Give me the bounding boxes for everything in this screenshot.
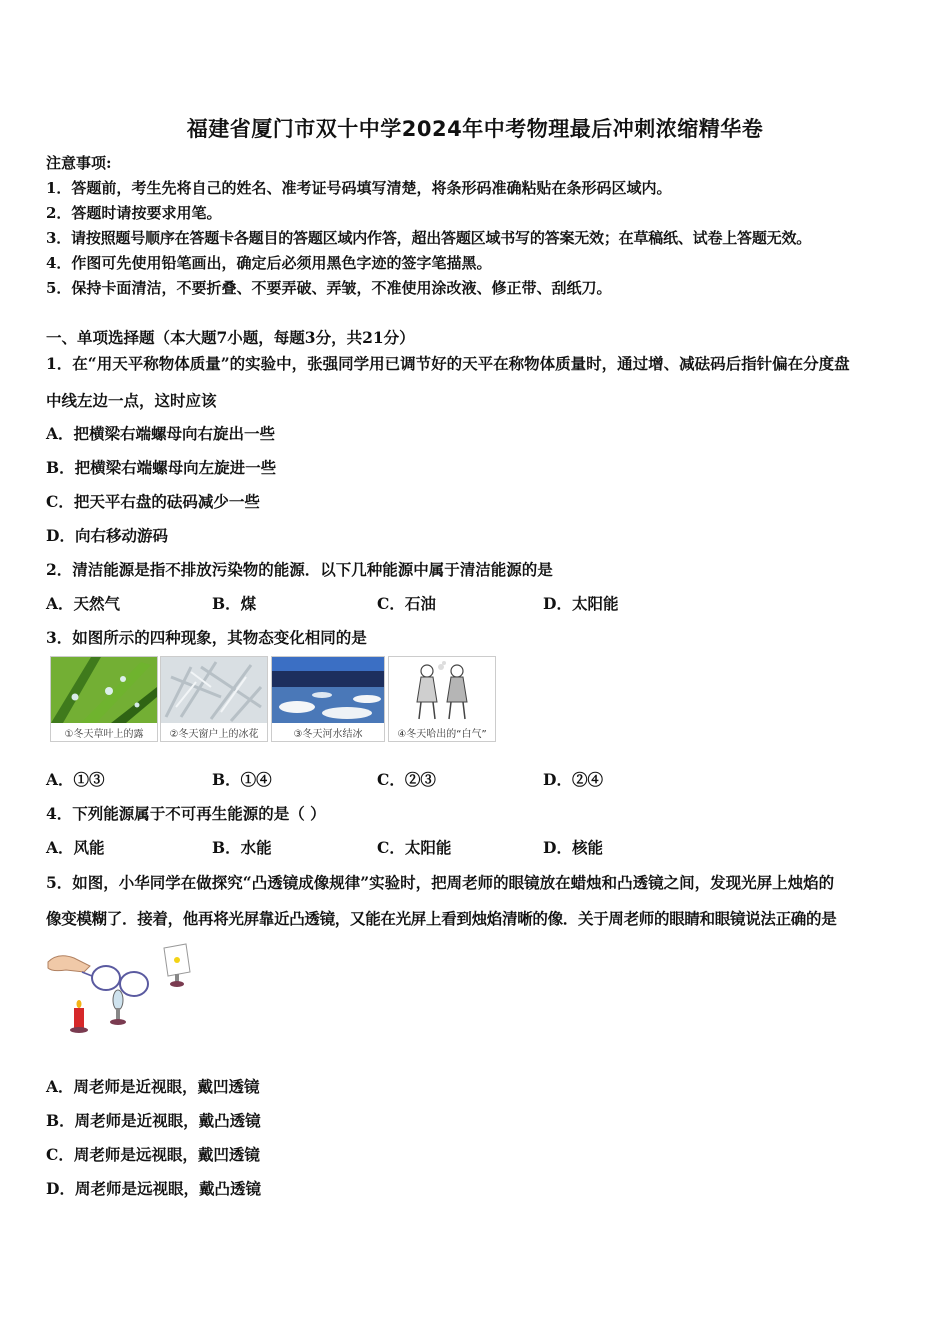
q5-stem-line1: 5．如图，小华同学在做探究“凸透镜成像规律”实验时，把周老师的眼镜放在蜡烛和凸透镜之间，发现光屏上烛焰的	[46, 873, 835, 892]
notice-item-3: 3．请按照题号顺序在答题卡各题目的答题区域内作答，超出答题区域书写的答案无效；在草稿纸、试卷上答题无效。	[46, 229, 812, 247]
q2-option-a: A．天然气	[46, 594, 121, 613]
notice-heading: 注意事项:	[46, 154, 112, 172]
q1-stem-line2: 中线左边一点，这时应该	[46, 391, 217, 410]
q5-stem-line2: 像变模糊了．接着，他再将光屏靠近凸透镜，又能在光屏上看到烛焰清晰的像．关于周老师的眼睛和眼镜说法正确的是	[46, 909, 837, 928]
section-heading: 一、单项选择题（本大题7小题，每题3分，共21分）	[46, 328, 415, 347]
q1-option-c: C．把天平右盘的砝码减少一些	[46, 492, 260, 511]
caption-3: ③冬天河水结冰	[293, 729, 363, 740]
q3-option-b: B．①④	[212, 770, 272, 789]
caption-2: ②冬天窗户上的冰花	[169, 729, 259, 740]
q5-option-a: A．周老师是近视眼，戴凹透镜	[46, 1077, 260, 1096]
q4-option-a: A．风能	[46, 838, 105, 857]
q5-option-d: D．周老师是远视眼，戴凸透镜	[46, 1179, 261, 1198]
frozen-river-image	[272, 657, 384, 723]
q4-option-b: B．水能	[212, 838, 272, 857]
notice-item-1: 1．答题前，考生先将自己的姓名、准考证号码填写清楚，将条形码准确粘贴在条形码区域内。	[46, 179, 672, 197]
q5-figure-lens-experiment	[46, 942, 196, 1038]
q3-option-a: A．①③	[46, 770, 105, 789]
notice-item-4: 4．作图可先使用铅笔画出，确定后必须用黑色字迹的签字笔描黑。	[46, 254, 492, 272]
q3-stem: 3．如图所示的四种现象，其物态变化相同的是	[46, 628, 367, 647]
notice-item-2: 2．答题时请按要求用笔。	[46, 204, 222, 222]
q1-option-b: B．把横梁右端螺母向左旋进一些	[46, 458, 277, 477]
notice-item-5: 5．保持卡面清洁，不要折叠、不要弄破、弄皱，不准使用涂改液、修正带、刮纸刀。	[46, 279, 612, 297]
q3-option-c: C．②③	[377, 770, 436, 789]
q4-stem: 4．下列能源属于不可再生能源的是（ ）	[46, 804, 326, 823]
q3-figure-dew	[50, 656, 158, 742]
q2-option-b: B．煤	[212, 594, 257, 613]
caption-4: ④冬天哈出的“白气”	[397, 729, 487, 740]
q2-stem: 2．清洁能源是指不排放污染物的能源．以下几种能源中属于清洁能源的是	[46, 560, 553, 579]
q1-stem-line1: 1．在“用天平称物体质量”的实验中，张强同学用已调节好的天平在称物体质量时，通过增、减砝码后指针偏在分度盘	[46, 354, 850, 373]
q4-option-c: C．太阳能	[377, 838, 452, 857]
caption-1: ①冬天草叶上的露	[64, 729, 144, 740]
q1-option-a: A．把横梁右端螺母向右旋出一些	[46, 424, 276, 443]
breath-people-image	[389, 657, 495, 723]
page-title: 福建省厦门市双十中学2024年中考物理最后冲刺浓缩精华卷	[186, 117, 764, 141]
q3-figure-frost	[160, 656, 268, 742]
q5-option-c: C．周老师是远视眼，戴凹透镜	[46, 1145, 260, 1164]
q5-option-b: B．周老师是近视眼，戴凸透镜	[46, 1111, 261, 1130]
q3-option-d: D．②④	[543, 770, 603, 789]
q2-option-d: D．太阳能	[543, 594, 619, 613]
q3-figure-breath	[388, 656, 496, 742]
frost-window-image	[161, 657, 267, 723]
dew-grass-image	[51, 657, 157, 723]
q3-figure-ice	[271, 656, 385, 742]
q2-option-c: C．石油	[377, 594, 436, 613]
q1-option-d: D．向右移动游码	[46, 526, 168, 545]
q4-option-d: D．核能	[543, 838, 603, 857]
